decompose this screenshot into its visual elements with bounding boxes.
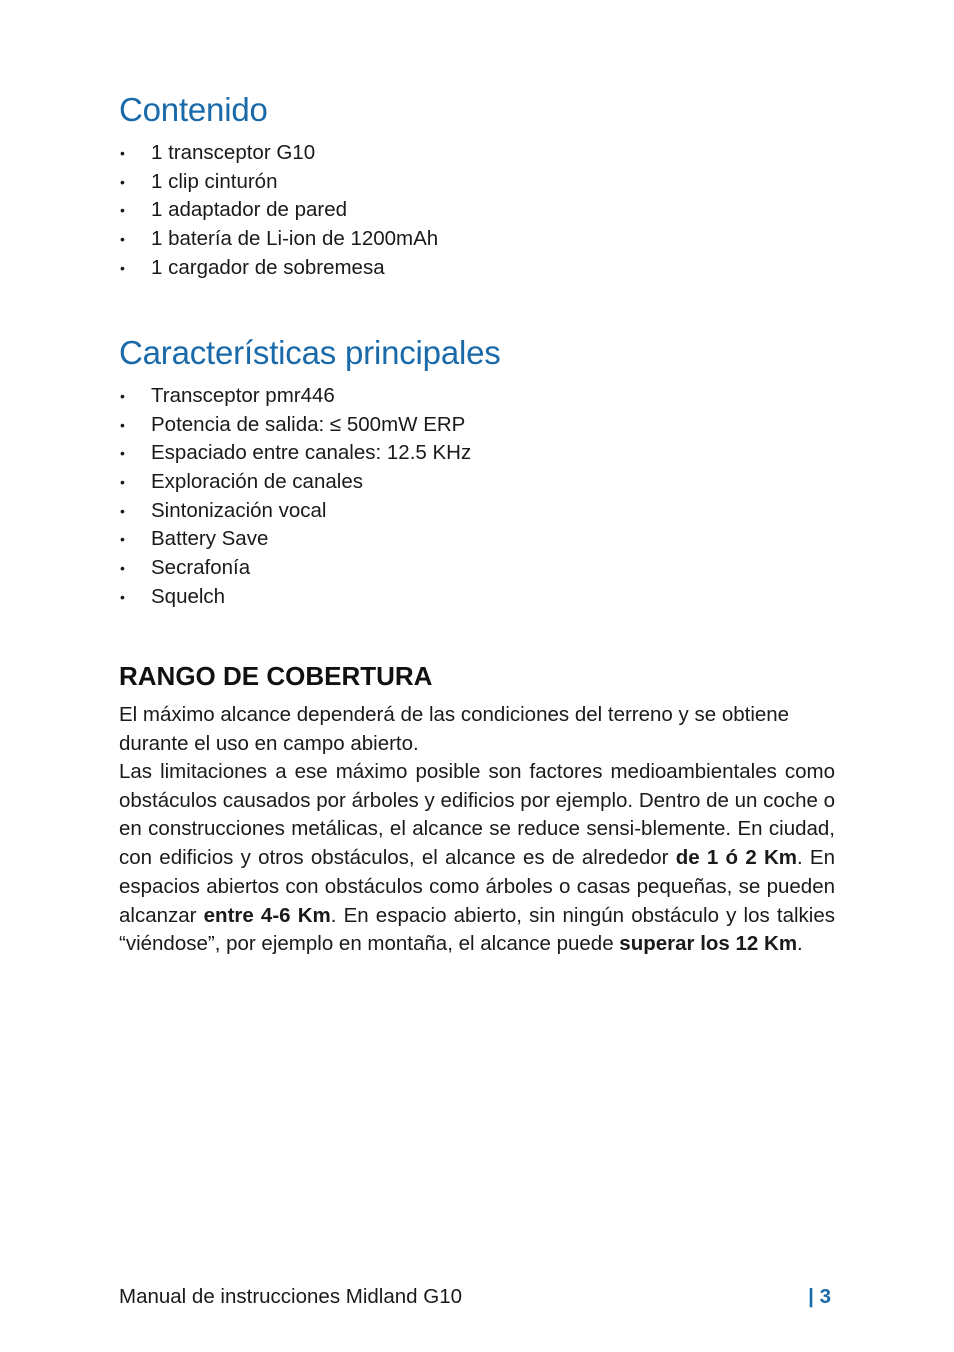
list-item: • Secrafonía: [119, 554, 471, 583]
list-item: • Potencia de salida: ≤ 500mW ERP: [119, 411, 471, 440]
range-open-field-bold: superar los 12 Km: [619, 932, 798, 956]
footer-manual-title: Manual de instrucciones Midland G10: [119, 1285, 462, 1308]
range-open-obstacles-bold: entre 4-6 Km: [203, 903, 331, 927]
contenido-heading: Contenido: [119, 91, 268, 128]
list-item: • Sintonización vocal: [119, 497, 471, 526]
bullet-icon: •: [120, 173, 125, 190]
list-item: • 1 clip cinturón: [119, 168, 438, 197]
page-number: | 3: [808, 1285, 831, 1308]
bullet-icon: •: [120, 145, 125, 161]
list-item: • 1 batería de Li-ion de 1200mAh: [119, 225, 438, 254]
bullet-icon: •: [120, 502, 125, 519]
list-item: • Exploración de canales: [119, 468, 471, 497]
rango-heading: RANGO DE COBERTURA: [119, 661, 433, 691]
list-item: • 1 transceptor G10: [119, 139, 438, 168]
contenido-list: [119, 139, 438, 282]
caracteristicas-list: [119, 382, 471, 612]
bullet-icon: •: [120, 445, 125, 462]
bullet-icon: •: [120, 259, 125, 276]
bullet-icon: •: [120, 588, 125, 605]
range-city-bold: de 1 ó 2 Km: [675, 846, 797, 870]
list-item: • Transceptor pmr446: [119, 382, 471, 411]
list-item: • Espaciado entre canales: 12.5 KHz: [119, 439, 471, 468]
page-footer: [119, 1283, 831, 1311]
bullet-icon: •: [120, 231, 125, 248]
list-item: • Battery Save: [119, 525, 471, 554]
bullet-icon: •: [120, 202, 125, 219]
list-item: • 1 cargador de sobremesa: [119, 254, 438, 283]
caracteristicas-heading: Características principales: [119, 334, 501, 371]
bullet-icon: •: [120, 416, 125, 433]
list-item: • Squelch: [119, 583, 471, 612]
rango-paragraph-2: Las limitaciones a ese máximo posible son factores medioambientales como obstáculos causados por árboles y edificios por ejemplo. Dentro de un coche o en construcciones metálicas, el alcance se reduce sensi-blemente. En ciudad, con edificios y otros obstáculos, el alcance es de alrededor de 1 ó 2 Km. En espacios abiertos con obstáculos como árboles o casas pequeñas, se pueden alcanzar entre 4-6 Km. En espacio abierto, sin ningún obstáculo y los talkies “viéndose”, por ejemplo en montaña, el alcance puede superar los 12 Km.: [119, 760, 836, 956]
bullet-icon: •: [120, 474, 125, 491]
list-item: • 1 adaptador de pared: [119, 196, 438, 225]
bullet-icon: •: [120, 388, 125, 404]
rango-paragraph-1: El máximo alcance dependerá de las condiciones del terreno y se obtiene durante el uso en campo abierto.: [119, 703, 790, 755]
bullet-icon: •: [120, 560, 125, 577]
bullet-icon: •: [120, 531, 125, 548]
